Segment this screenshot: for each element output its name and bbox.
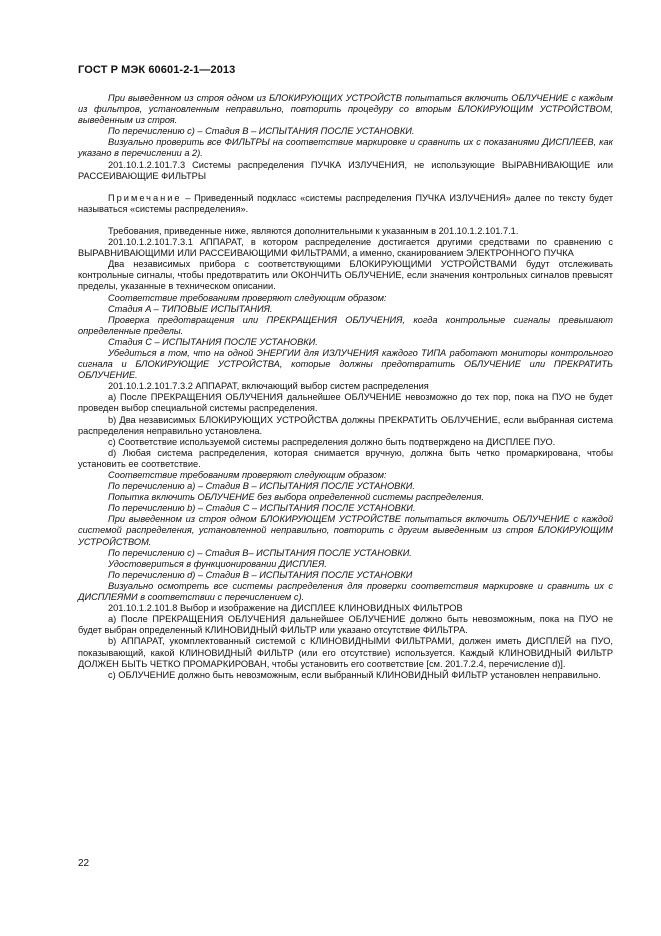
paragraph: Соответствие требованиям проверяют следующим образом:: [108, 470, 387, 480]
list-item: b) Два независимых БЛОКИРУЮЩИХ УСТРОЙСТВА должны ПРЕКРАТИТЬ ОБЛУЧЕНИЕ, если выбранная система распределения неправильно установлена.: [78, 414, 613, 436]
paragraph: Стадия C – ИСПЫТАНИЯ ПОСЛЕ УСТАНОВКИ.: [108, 336, 318, 347]
paragraph: При выведенном из строя одном БЛОКИРУЮЩЕМ УСТРОЙСТВЕ попытаться включить ОБЛУЧЕНИЕ с каждой системой распределения, установленной неправильно, повторить с другим выведенным из строя БЛОКИРУЮЩИМ УСТРОЙСТВОМ.: [78, 514, 613, 547]
paragraph: Требования, приведенные ниже, являются дополнительными к указанным в 201.10.1.2.101.7.1.: [108, 225, 519, 236]
list-item: a) После ПРЕКРАЩЕНИЯ ОБЛУЧЕНИЯ дальнейшее ОБЛУЧЕНИЕ должно быть невозможным, пока на ПУО не будет выбран определенный КЛИНОВИДНЫЙ ФИЛЬТР или указано отсутствие ФИЛЬТРА.: [78, 614, 613, 636]
paragraph: Удостовериться в функционировании ДИСПЛЕЯ.: [108, 558, 327, 569]
clause-heading: 201.10.1.2.101.7.3.1 АППАРАТ, в котором распределение достигается другими средствами по сравнению с ВЫРАВНИВАЮЩИМИ ИЛИ РАССЕИВАЮЩИМИ ФИЛЬТРАМИ, а именно, сканированием ЭЛЕКТРОННОГО ПУЧКА: [78, 237, 613, 259]
paragraph: Два независимых прибора с соответствующими БЛОКИРУЮЩИМИ УСТРОЙСТВАМИ будут отслеживать контрольные сигналы, чтобы предотвратить или ОКОНЧИТЬ ОБЛУЧЕНИЕ, если значения контрольных сигналов превысят пределы, указанные в техническом описании.: [78, 259, 613, 292]
list-item: d) Любая система распределения, которая снимается вручную, должна быть четко промаркирована, чтобы установить ее соответствие.: [78, 447, 613, 469]
list-item: a) После ПРЕКРАЩЕНИЯ ОБЛУЧЕНИЯ дальнейшее ОБЛУЧЕНИЕ невозможно до тех пор, пока на ПУО не будет проведен выбор специальной системы распределения.: [78, 392, 613, 414]
paragraph: По перечислению a) – Стадия B – ИСПЫТАНИЯ ПОСЛЕ УСТАНОВКИ.: [108, 481, 415, 492]
list-item: b) АППАРАТ, укомплектованный системой с КЛИНОВИДНЫМИ ФИЛЬТРАМИ, должен иметь ДИСПЛЕЙ на ПУО, показывающий, какой КЛИНОВИДНЫЙ ФИЛЬТР (или его отсутствие) используется. Каждый КЛИНОВИДНЫЙ ФИЛЬТР ДОЛЖЕН БЫТЬ ЧЕТКО ПРОМАРКИРОВАН, чтобы установить его соответствие [см. 201.7.2.4, перечисление d)].: [78, 636, 613, 669]
paragraph: По перечислению c) – Стадия B– ИСПЫТАНИЯ ПОСЛЕ УСТАНОВКИ.: [108, 547, 412, 558]
list-item: c) ОБЛУЧЕНИЕ должно быть невозможным, если выбранный КЛИНОВИДНЫЙ ФИЛЬТР установлен неправильно.: [108, 669, 601, 680]
paragraph: Визуально осмотреть все системы распределения для проверки соответствия маркировке и сравнить их с ДИСПЛЕЯМИ в соответствии с перечислением c).: [78, 580, 613, 603]
paragraph: По перечислению c) – Стадия B – ИСПЫТАНИЯ ПОСЛЕ УСТАНОВКИ.: [108, 126, 415, 137]
paragraph: При выведенном из строя одном из БЛОКИРУЮЩИХ УСТРОЙСТВ попытаться включить ОБЛУЧЕНИЕ с каждым из фильтров, установленным неправильно, повторить процедуру со вторым БЛОКИРУЮЩИМ УСТРОЙСТВОМ, выведенным из строя.: [78, 93, 613, 126]
paragraph: Попытка включить ОБЛУЧЕНИЕ без выбора определенной системы распределения.: [108, 492, 484, 503]
paragraph: Соответствие требованиям проверяют следующим образом:: [108, 292, 387, 303]
paragraph: По перечислению b) – Стадия C – ИСПЫТАНИЯ ПОСЛЕ УСТАНОВКИ.: [108, 503, 416, 514]
paragraph: Стадия A – ТИПОВЫЕ ИСПЫТАНИЯ.: [108, 303, 273, 314]
paragraph: По перечислению d) – Стадия B – ИСПЫТАНИЯ ПОСЛЕ УСТАНОВКИ: [108, 569, 413, 580]
note-label: Примечание: [108, 192, 182, 203]
document-body: [78, 93, 613, 681]
note-paragraph: [78, 193, 613, 215]
clause-heading: 201.10.1.2.101.8 Выбор и изображение на ДИСПЛЕЕ КЛИНОВИДНЫХ ФИЛЬТРОВ: [108, 603, 463, 614]
clause-heading: 201.10.1.2.101.7.3 Системы распределения ПУЧКА ИЗЛУЧЕНИЯ, не использующие ВЫРАВНИВАЮЩИЕ или РАССЕИВАЮЩИЕ ФИЛЬТРЫ: [78, 159, 613, 181]
paragraph: Визуально проверить все ФИЛЬТРЫ на соответствие маркировке и сравнить их с показаниями ДИСПЛЕЕВ, как указано в перечислении a 2).: [78, 137, 613, 159]
list-item: c) Соответствие используемой системы распределения должно быть подтверждено на ДИСПЛЕЕ ПУО.: [108, 436, 556, 447]
document-header: ГОСТ Р МЭК 60601-2-1—2013: [78, 64, 236, 76]
paragraph: Проверка предотвращения или ПРЕКРАЩЕНИЯ ОБЛУЧЕНИЯ, когда контрольные сигналы превышают определенные пределы.: [78, 314, 613, 336]
paragraph: Убедиться в том, что на одной ЭНЕРГИИ для ИЗЛУЧЕНИЯ каждого ТИПА работают мониторы контрольного сигнала и БЛОКИРУЮЩИЕ УСТРОЙСТВА, которые должны предотвратить ОБЛУЧЕНИЕ или ПРЕКРАТИТЬ ОБЛУЧЕНИЕ.: [78, 347, 613, 381]
clause-heading: 201.10.1.2.101.7.3.2 АППАРАТ, включающий выбор систем распределения: [108, 381, 429, 392]
note-text: – Приведенный подкласс «системы распределения ПУЧКА ИЗЛУЧЕНИЯ» далее по тексту будет называться «системы распределения».: [78, 192, 613, 214]
page-number: 22: [78, 858, 90, 869]
